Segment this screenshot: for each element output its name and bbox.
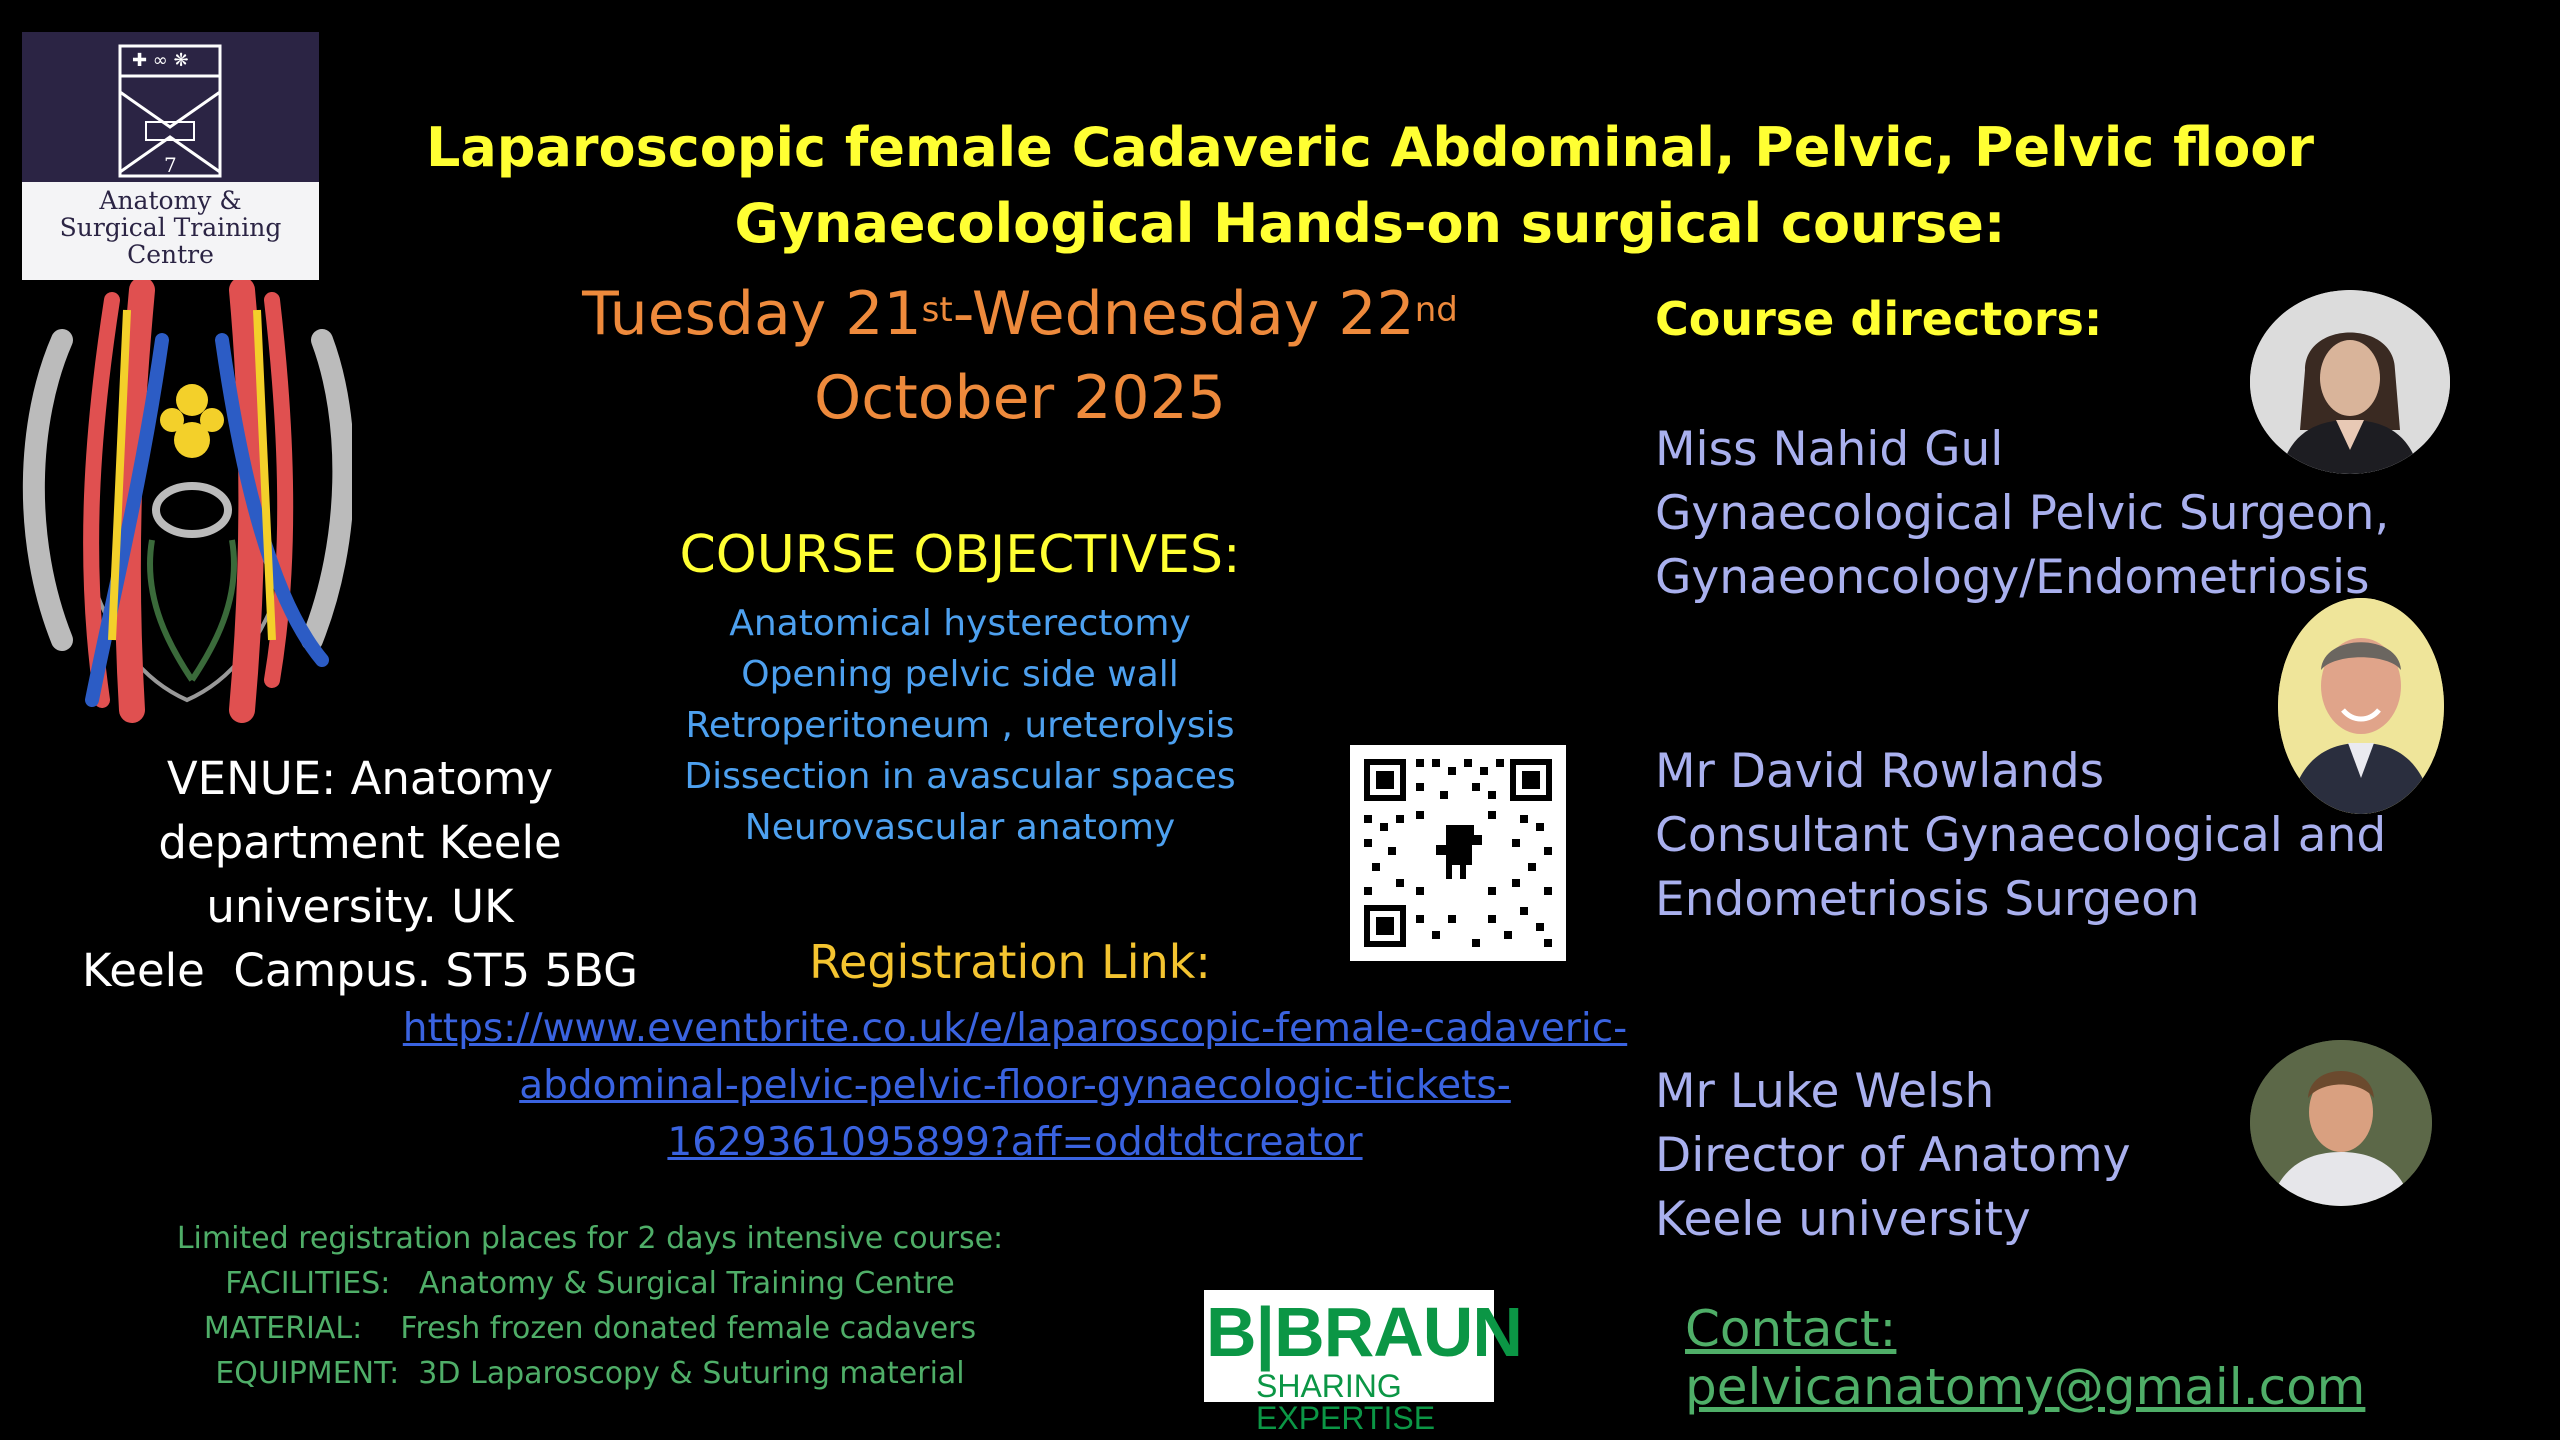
objective-item: Neurovascular anatomy (744, 807, 1176, 848)
objective-item: Dissection in avascular spaces (684, 756, 1236, 797)
director-photo-1 (2250, 290, 2450, 474)
date-day1-suffix: st (921, 290, 953, 330)
registration-link-line-3[interactable]: 1629361095899?aff=oddtdtcreator (667, 1120, 1363, 1165)
director-role: Consultant Gynaecological and (1655, 808, 2387, 863)
details-line-3: MATERIAL: Fresh frozen donated female cadavers (203, 1311, 977, 1346)
training-centre-logo (22, 32, 319, 280)
venue-line-4: Keele Campus. ST5 5BG (82, 944, 638, 997)
date-day2: -Wednesday 22 (952, 279, 1415, 349)
registration-link[interactable] (340, 1000, 1690, 1171)
course-dates (420, 272, 1620, 440)
dates-line-2: October 2025 (814, 363, 1226, 433)
dates-line-1 (420, 272, 1620, 356)
venue-line-3: university. UK (206, 880, 514, 933)
registration-heading: Registration Link: (809, 935, 1211, 989)
qr-code-icon (1350, 745, 1566, 961)
date-day1: Tuesday 21 (582, 279, 922, 349)
director-role: Director of Anatomy (1655, 1128, 2131, 1183)
details-line-2: FACILITIES: Anatomy & Surgical Training Centre (225, 1266, 955, 1301)
svg-text:7: 7 (164, 153, 177, 177)
registration-link-line-2[interactable]: abdominal-pelvic-pelvic-floor-gynaecologic-tickets- (519, 1063, 1511, 1108)
venue-line-1: VENUE: Anatomy (166, 752, 554, 805)
details-line-1: Limited registration places for 2 days intensive course: (176, 1221, 1004, 1256)
objective-item: Opening pelvic side wall (741, 654, 1179, 695)
person-avatar-icon (2250, 1040, 2432, 1206)
director-role: Gynaeoncology/Endometriosis (1655, 550, 2370, 605)
logo-text (22, 187, 319, 268)
venue-line-2: department Keele (158, 816, 562, 869)
objectives-list (560, 598, 1360, 853)
logo-line-3: Centre (127, 240, 214, 269)
director-role: Gynaecological Pelvic Surgeon, (1655, 486, 2390, 541)
director-role: Keele university (1655, 1192, 2031, 1247)
objective-item: Anatomical hysterectomy (729, 603, 1191, 644)
person-avatar-icon (2250, 290, 2450, 474)
logo-line-2: Surgical Training (59, 213, 282, 242)
director-name: Miss Nahid Gul (1655, 422, 2004, 477)
director-entry (1655, 1060, 2131, 1252)
crest-icon (22, 32, 319, 182)
logo-crest-band (22, 32, 319, 182)
svg-text:✚ ∞ ❋: ✚ ∞ ❋ (132, 50, 189, 71)
course-title-line-1: Laparoscopic female Cadaveric Abdominal, Pelvic, Pelvic floor (425, 116, 2315, 179)
pelvic-anatomy-illustration (22, 280, 352, 730)
course-details (150, 1216, 1030, 1396)
date-day2-suffix: nd (1414, 290, 1458, 330)
director-name: Mr Luke Welsh (1655, 1064, 1995, 1119)
objective-item: Retroperitoneum , ureterolysis (685, 705, 1235, 746)
director-entry (1655, 740, 2386, 932)
details-line-4: EQUIPMENT: 3D Laparoscopy & Suturing material (215, 1356, 965, 1391)
course-title (420, 110, 2320, 262)
director-photo-2 (2278, 598, 2444, 814)
person-avatar-icon (2278, 598, 2444, 814)
director-role: Endometriosis Surgeon (1655, 872, 2200, 927)
registration-link-line-1[interactable]: https://www.eventbrite.co.uk/e/laparoscopic-female-cadaveric- (402, 1006, 1628, 1051)
venue-info (40, 747, 680, 1003)
contact-email-link[interactable]: Contact: pelvicanatomy@gmail.com (1685, 1300, 2366, 1416)
logo-line-1: Anatomy & (99, 186, 242, 215)
director-name: Mr David Rowlands (1655, 744, 2105, 799)
sponsor-logo (1204, 1290, 1522, 1436)
director-photo-3 (2250, 1040, 2432, 1206)
directors-heading: Course directors: (1655, 292, 2103, 346)
sponsor-tagline: SHARING EXPERTISE (1256, 1368, 1436, 1436)
objectives-heading: COURSE OBJECTIVES: (679, 525, 1241, 585)
registration-qr-code[interactable] (1350, 745, 1566, 961)
course-title-line-2: Gynaecological Hands-on surgical course: (734, 192, 2006, 255)
sponsor-brand: B|BRAUN (1206, 1293, 1522, 1371)
